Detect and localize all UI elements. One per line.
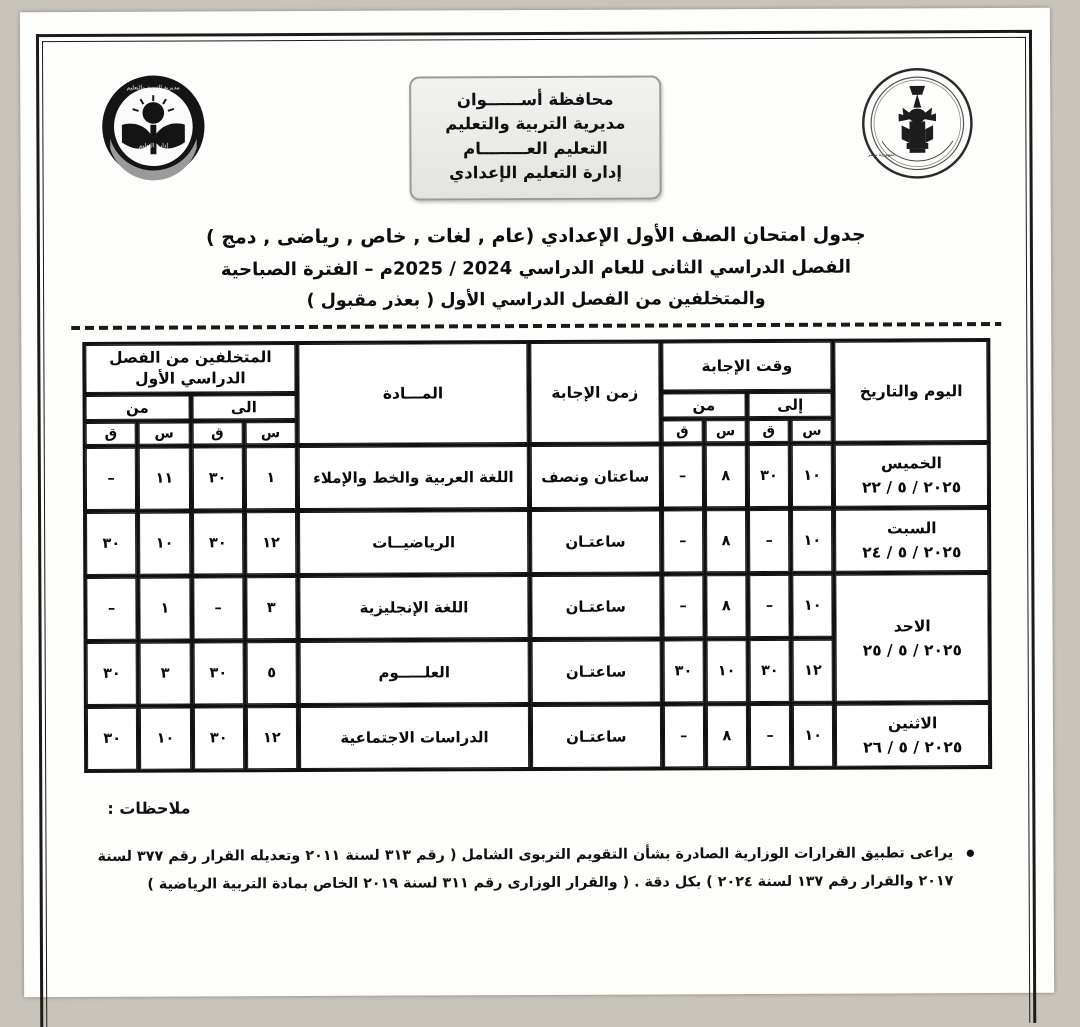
header-makeup-group-line1: المتخلفين من الفصل bbox=[109, 349, 272, 368]
cell-makeup-from-hour: ١ bbox=[140, 578, 190, 640]
cell-to-minute: ٣٠ bbox=[749, 445, 789, 507]
org-line-general-education: التعليم العــــــــام bbox=[445, 136, 625, 161]
title-line-grade: جدول امتحان الصف الأول الإعدادي (عام , لغات , خاص , رياضى , دمج ) bbox=[65, 218, 1007, 255]
cell-from-hour: ٨ bbox=[706, 445, 746, 507]
cell-date-day: الخميس bbox=[839, 451, 984, 476]
cell-makeup-to-hour: ٥ bbox=[246, 642, 296, 704]
egypt-eagle-seal-icon bbox=[858, 64, 977, 183]
cell-to-minute: – bbox=[750, 705, 790, 767]
table-row bbox=[86, 574, 988, 640]
cell-makeup-to-hour: ١٢ bbox=[246, 512, 296, 574]
cell-subject: العلـــــوم bbox=[300, 641, 529, 704]
cell-date-day: الاثنين bbox=[840, 711, 985, 736]
header-makeup-from: من bbox=[86, 396, 190, 420]
cell-to-hour: ١٠ bbox=[792, 445, 832, 507]
cell-date-number: ٢٠٢٥ / ٥ / ٢٤ bbox=[839, 540, 984, 565]
org-line-directorate: مديرية التربية والتعليم bbox=[445, 112, 625, 137]
cell-makeup-from-hour: ١٠ bbox=[140, 708, 190, 770]
header-makeup-group bbox=[85, 344, 295, 393]
cell-subject: الدراسات الاجتماعية bbox=[300, 706, 529, 769]
cell-date bbox=[835, 509, 988, 572]
header-answer-duration: زمن الإجابة bbox=[530, 343, 659, 443]
cell-makeup-from-hour: ١١ bbox=[139, 448, 189, 510]
header-to-hours: س bbox=[792, 420, 832, 442]
cell-makeup-from-minute: – bbox=[86, 448, 137, 510]
cell-makeup-to-hour: ١ bbox=[246, 447, 296, 509]
cell-duration: ساعتـان bbox=[531, 511, 660, 574]
table-row bbox=[86, 509, 988, 575]
cell-subject: اللغة العربية والخط والإملاء bbox=[299, 446, 528, 509]
cell-makeup-from-minute: ٣٠ bbox=[87, 708, 138, 770]
cell-makeup-to-minute: – bbox=[193, 578, 243, 640]
cell-subject: اللغة الإنجليزية bbox=[299, 576, 528, 639]
cell-duration: ساعتـان bbox=[532, 641, 661, 704]
cell-date-number: ٢٠٢٥ / ٥ / ٢٢ bbox=[839, 475, 984, 500]
cell-to-hour: ١٠ bbox=[793, 705, 833, 767]
header-makeup-from-hours: س bbox=[139, 423, 189, 445]
header-makeup-to: الى bbox=[192, 395, 296, 419]
cell-date-day: السبت bbox=[839, 516, 984, 541]
education-directorate-book-seal-icon bbox=[94, 67, 213, 186]
cell-makeup-from-minute: – bbox=[86, 578, 137, 640]
header-time-to: إلى bbox=[748, 393, 831, 417]
cell-date-number: ٢٠٢٥ / ٥ / ٢٦ bbox=[840, 735, 985, 760]
document-sheet bbox=[20, 8, 1054, 997]
cell-to-hour: ١٢ bbox=[793, 640, 833, 702]
title-line-makeup: والمتخلفين من الفصل الدراسي الأول ( بعذر مقبول ) bbox=[65, 283, 1007, 318]
cell-from-hour: ٨ bbox=[706, 510, 746, 572]
header-makeup-from-minutes: ق bbox=[86, 423, 136, 445]
cell-to-hour: ١٠ bbox=[792, 510, 832, 572]
cell-makeup-to-minute: ٣٠ bbox=[193, 643, 243, 705]
cell-from-hour: ٨ bbox=[706, 575, 746, 637]
cell-date-day: الاحد bbox=[840, 614, 985, 639]
header-date: اليوم والتاريخ bbox=[835, 341, 988, 442]
cell-duration: ساعتـان bbox=[531, 576, 660, 639]
bullet-icon: ● bbox=[965, 840, 975, 865]
cell-duration: ساعتان ونصف bbox=[531, 446, 660, 509]
cell-from-minute: – bbox=[663, 575, 703, 637]
note-item: يراعى تطبيق القرارات الوزارية الصادرة بشأن التقويم التربوى الشامل ( رقم ٣١٣ لسنة ٢٠١١ وتعديله القرار رقم ٣٧٧ لسنة ٢٠١٧ والقرار رقم ١٣٧ لسنة ٢٠٢٤ ) بكل دقة . ( والقرار الوزارى رقم ٣١١ لسنة ٢٠١٩ الخاص بمادة التربية الرياضية ) bbox=[97, 840, 953, 899]
header-answer-time-group: وقت الإجابة bbox=[662, 342, 832, 391]
divider-dashed bbox=[71, 322, 1001, 330]
cell-from-minute: ٣٠ bbox=[663, 640, 703, 702]
cell-to-minute: – bbox=[749, 575, 789, 637]
org-line-governorate: محافظة أســــــوان bbox=[445, 88, 625, 113]
cell-from-minute: – bbox=[663, 510, 703, 572]
cell-date bbox=[836, 574, 989, 702]
cell-makeup-to-hour: ٣ bbox=[246, 577, 296, 639]
document-header bbox=[64, 48, 1007, 202]
header-makeup-to-hours: س bbox=[245, 422, 295, 444]
cell-from-minute: – bbox=[662, 445, 702, 507]
header-to-minutes: ق bbox=[749, 420, 789, 442]
cell-to-hour: ١٠ bbox=[792, 575, 832, 637]
header-subject: المـــادة bbox=[298, 343, 527, 444]
org-line-preparatory-admin: إدارة التعليم الإعدادي bbox=[445, 161, 625, 186]
header-makeup-group-line2: الدراسي الأول bbox=[135, 370, 246, 388]
cell-subject: الرياضيــات bbox=[299, 511, 528, 574]
header-time-from: من bbox=[662, 393, 745, 417]
page-content bbox=[20, 8, 1054, 997]
notes-section bbox=[97, 795, 975, 900]
cell-date bbox=[835, 444, 988, 507]
cell-makeup-from-hour: ٣ bbox=[140, 643, 190, 705]
cell-from-minute: – bbox=[663, 705, 703, 767]
notes-list bbox=[97, 840, 975, 900]
header-from-hours: س bbox=[705, 420, 745, 442]
document-title-block bbox=[65, 218, 1007, 317]
header-makeup-to-minutes: ق bbox=[192, 423, 242, 445]
organization-header-box bbox=[409, 75, 662, 200]
cell-from-hour: ١٠ bbox=[706, 640, 746, 702]
cell-makeup-from-hour: ١٠ bbox=[139, 513, 189, 575]
title-line-term: الفصل الدراسي الثانى للعام الدراسي 2024 / 2025م – الفترة الصباحية bbox=[65, 251, 1007, 287]
svg-text:جمهورية مصر: جمهورية مصر bbox=[867, 152, 896, 158]
cell-makeup-to-minute: ٣٠ bbox=[193, 513, 243, 575]
svg-text:مديرية التربية والتعليم: مديرية التربية والتعليم bbox=[127, 85, 180, 91]
cell-makeup-from-minute: ٣٠ bbox=[87, 643, 138, 705]
cell-date-number: ٢٠٢٥ / ٥ / ٢٥ bbox=[840, 638, 985, 663]
cell-makeup-to-minute: ٣٠ bbox=[193, 708, 243, 770]
table-row bbox=[86, 444, 988, 510]
cell-makeup-to-hour: ١٢ bbox=[247, 707, 297, 769]
table-row bbox=[87, 704, 989, 770]
svg-text:إدارة التعليم: إدارة التعليم bbox=[139, 143, 169, 149]
table-header-row-1 bbox=[85, 341, 987, 393]
notes-title: ملاحظات : bbox=[97, 795, 975, 818]
cell-makeup-to-minute: ٣٠ bbox=[192, 448, 242, 510]
exam-schedule-table bbox=[82, 338, 992, 773]
cell-makeup-from-minute: ٣٠ bbox=[86, 513, 137, 575]
cell-date bbox=[836, 704, 989, 767]
cell-from-hour: ٨ bbox=[707, 705, 747, 767]
cell-to-minute: – bbox=[749, 510, 789, 572]
header-from-minutes: ق bbox=[662, 420, 702, 442]
cell-to-minute: ٣٠ bbox=[750, 640, 790, 702]
cell-duration: ساعتـان bbox=[532, 706, 661, 769]
